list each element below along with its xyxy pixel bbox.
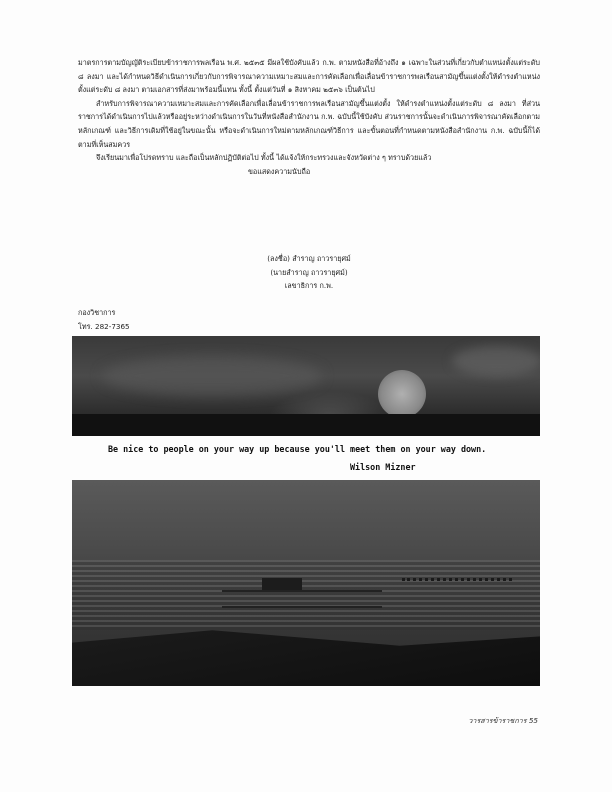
sunset-photo — [72, 336, 540, 436]
department-name: กองวิชาการ — [78, 308, 116, 317]
page-footer: วารสารข้าราชการ 55 — [468, 716, 538, 725]
sun-icon — [378, 370, 426, 418]
letter-paragraph-3: จึงเรียนมาเพื่อโปรดทราบ และถือเป็นหลักปฏิบัติต่อไป ทั้งนี้ ได้แจ้งให้กระทรวงและจังหวัดต่าง ๆ ทราบด้วยแล้ว — [96, 153, 432, 163]
cloud-shape — [102, 356, 322, 396]
signature-signed: (ลงชื่อ) สำราญ ถาวรายุศม์ — [267, 254, 351, 263]
shoreline — [72, 624, 540, 686]
horizon-land — [72, 414, 540, 436]
pier — [222, 590, 382, 608]
letter-body — [78, 56, 540, 178]
signature-title: เลขาธิการ ก.พ. — [284, 281, 334, 291]
boats — [402, 568, 512, 581]
letter-paragraph-2: สำหรับการพิจารณาความเหมาะสมและการคัดเลือกเพื่อเลื่อนข้าราชการพลเรือนสามัญขึ้นแต่งตั้ง ให้ดำรงตำแหน่งตั้งแต่ระดับ ๘ ลงมา ที่ส่วนราชการได้ดำเนินการไปแล้วหรืออยู่ระหว่างดำเนินการในวันที่หนังสือสำนักงาน ก.พ. ฉบับนี้ใช้บังคับ ส่วนราชการนั้นจะดำเนินการพิจารณาคัดเลือกตามหลักเกณฑ์ และวิธีการเดิมที่ใช้อยู่ในขณะนั้น หรือจะดำเนินการใหม่ตามหลักเกณฑ์วิธีการ และขั้นตอนที่กำหนดตามหนังสือสำนักงาน ก.พ. ฉบับนี้ก็ได้ตามที่เห็นสมควร — [78, 98, 540, 149]
letter-closing: ขอแสดงความนับถือ — [248, 166, 311, 176]
department-phone: โทร. 282-7365 — [78, 321, 130, 331]
quote-text: Be nice to people on your way up because you'll meet them on your way down. — [108, 444, 487, 454]
signature-block — [78, 252, 540, 293]
department-block — [78, 306, 130, 333]
letter-paragraph-1: มาตรการตามบัญญัติระเบียบข้าราชการพลเรือน พ.ศ. ๒๕๓๕ มีผลใช้บังคับแล้ว ก.พ. ตามหนังสือที่อ้างถึง ๑ เฉพาะในส่วนที่เกี่ยวกับตำแหน่งตั้งแต่ระดับ ๘ ลงมา และได้กำหนดวิธีดำเนินการเกี่ยวกับการพิจารณาความเหมาะสมและการคัดเลือกเพื่อเลื่อนข้าราชการพลเรือนสามัญขึ้นแต่งตั้งให้ดำรงตำแหน่งตั้งแต่ระดับ ๘ ลงมา ตามเอกสารที่ส่งมาพร้อมนี้แทน ทั้งนี้ ตั้งแต่วันที่ ๑ สิงหาคม ๒๕๓๖ เป็นต้นไป — [78, 58, 540, 95]
cloud-shape — [452, 346, 540, 376]
signature-name: (นายสำราญ ถาวรายุศม์) — [270, 267, 348, 277]
quote-author: Wilson Mizner — [350, 462, 416, 472]
harbor-photo — [72, 480, 540, 686]
